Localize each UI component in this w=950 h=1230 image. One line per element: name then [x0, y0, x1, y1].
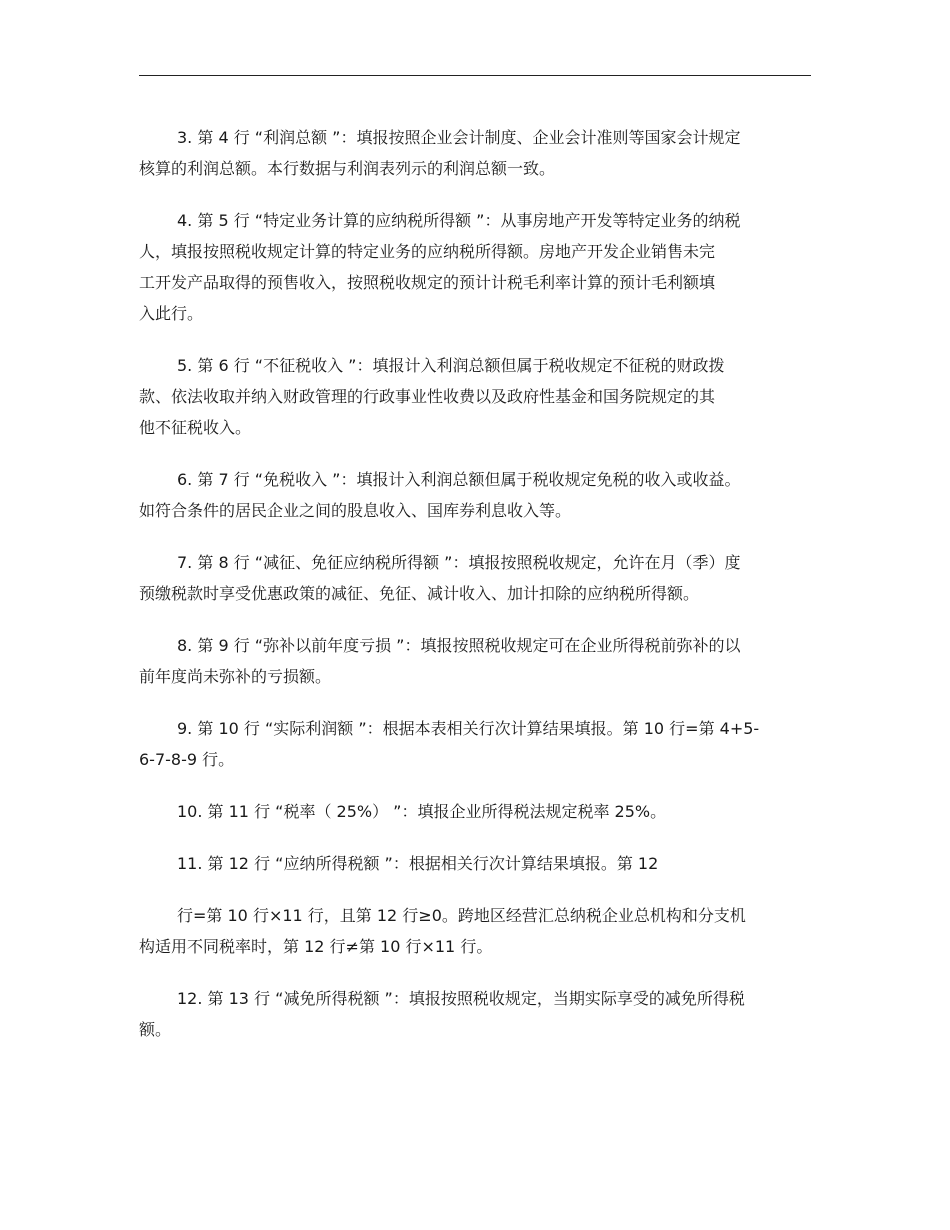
paragraph-line: 预缴税款时享受优惠政策的减征、免征、减计收入、加计扣除的应纳税所得额。: [139, 584, 700, 603]
paragraph-6: [139, 464, 829, 526]
paragraph-line: 6-7-8-9 行。: [139, 750, 235, 769]
paragraph-line: 入此行。: [139, 304, 204, 323]
paragraph-line: 款、依法收取并纳入财政管理的行政事业性收费以及政府性基金和国务院规定的其: [139, 387, 716, 406]
paragraph-line: 4. 第 5 行 “特定业务计算的应纳税所得额 ”：从事房地产开发等特定业务的纳税: [177, 211, 741, 230]
paragraph-4: [139, 205, 829, 329]
paragraph-line: 核算的利润总额。本行数据与利润表列示的利润总额一致。: [139, 159, 556, 178]
paragraph-11-continued: [139, 900, 829, 962]
paragraph-line: 人，填报按照税收规定计算的特定业务的应纳税所得额。房地产开发企业销售未完: [139, 242, 716, 261]
paragraph-line: 行=第 10 行×11 行，且第 12 行≥0。跨地区经营汇总纳税企业总机构和分支机: [177, 906, 746, 925]
document-body: [139, 122, 829, 1066]
paragraph-line: 构适用不同税率时，第 12 行≠第 10 行×11 行。: [139, 937, 493, 956]
paragraph-3: [139, 122, 829, 184]
paragraph-11: [139, 848, 829, 879]
paragraph-line: 12. 第 13 行 “减免所得税额 ”：填报按照税收规定，当期实际享受的减免所得税: [177, 989, 745, 1008]
header-divider: [139, 75, 811, 76]
paragraph-line: 工开发产品取得的预售收入，按照税收规定的预计计税毛利率计算的预计毛利额填: [139, 273, 716, 292]
paragraph-line: 如符合条件的居民企业之间的股息收入、国库券利息收入等。: [139, 501, 572, 520]
paragraph-line: 10. 第 11 行 “税率（ 25%） ”：填报企业所得税法规定税率 25%。: [177, 802, 667, 821]
paragraph-9: [139, 713, 829, 775]
paragraph-8: [139, 630, 829, 692]
paragraph-12: [139, 983, 829, 1045]
paragraph-line: 5. 第 6 行 “不征税收入 ”：填报计入利润总额但属于税收规定不征税的财政拨: [177, 356, 725, 375]
paragraph-line: 9. 第 10 行 “实际利润额 ”：根据本表相关行次计算结果填报。第 10 行=第 4+5-: [177, 719, 760, 738]
paragraph-line: 11. 第 12 行 “应纳所得税额 ”：根据相关行次计算结果填报。第 12: [177, 854, 659, 873]
paragraph-line: 额。: [139, 1020, 172, 1039]
paragraph-line: 他不征税收入。: [139, 418, 252, 437]
paragraph-line: 3. 第 4 行 “利润总额 ”：填报按照企业会计制度、企业会计准则等国家会计规定: [177, 128, 741, 147]
paragraph-5: [139, 350, 829, 443]
paragraph-7: [139, 547, 829, 609]
paragraph-line: 前年度尚未弥补的亏损额。: [139, 667, 332, 686]
paragraph-line: 8. 第 9 行 “弥补以前年度亏损 ”：填报按照税收规定可在企业所得税前弥补的以: [177, 636, 741, 655]
paragraph-line: 6. 第 7 行 “免税收入 ”：填报计入利润总额但属于税收规定免税的收入或收益。: [177, 470, 741, 489]
paragraph-10: [139, 796, 829, 827]
paragraph-line: 7. 第 8 行 “减征、免征应纳税所得额 ”：填报按照税收规定，允许在月（季）度: [177, 553, 741, 572]
